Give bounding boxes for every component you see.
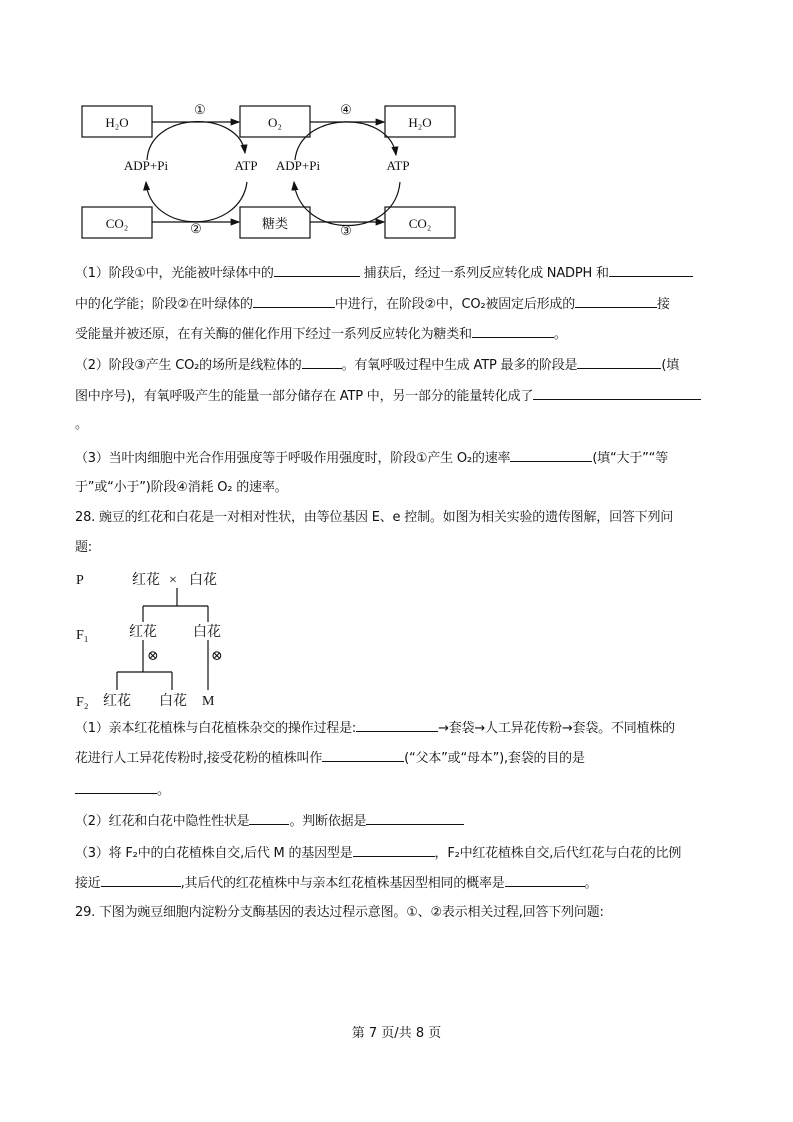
cycle-left-top bbox=[147, 122, 245, 160]
text: 题: bbox=[75, 540, 92, 555]
p-red: 红花 bbox=[132, 573, 160, 588]
f2-red: 红花 bbox=[103, 694, 131, 709]
label-sugar: 糖类 bbox=[261, 217, 289, 232]
text: 。有氧呼吸过程中生成 ATP 最多的阶段是 bbox=[341, 358, 578, 373]
q27-line-1 bbox=[75, 263, 693, 283]
text: →套袋→人工异花传粉→套袋。不同植株的 bbox=[438, 721, 675, 736]
f2-m: M bbox=[202, 694, 215, 709]
answer-blank[interactable] bbox=[575, 294, 657, 308]
text: 花进行人工异花传粉时,接受花粉的植株叫作 bbox=[75, 751, 323, 766]
q28-line-8 bbox=[75, 873, 597, 893]
step-3: ③ bbox=[340, 223, 352, 238]
q28-line-4 bbox=[75, 748, 585, 768]
q29-line-1 bbox=[75, 904, 604, 922]
text: （3）当叶肉细胞中光合作用强度等于呼吸作用强度时，阶段①产生 O₂的速率 bbox=[75, 451, 511, 466]
self-symbol: ⊗ bbox=[147, 649, 159, 664]
answer-blank[interactable] bbox=[274, 263, 360, 277]
text: 中进行，在阶段②中，CO₂被固定后形成的 bbox=[334, 297, 576, 312]
text: 图中序号)，有氧呼吸产生的能量一部分储存在 ATP 中，另一部分的能量转化成了 bbox=[75, 389, 534, 404]
text: 29. 下图为豌豆细胞内淀粉分支酶基因的表达过程示意图。①、②表示相关过程,回答下列问题: bbox=[75, 905, 604, 920]
text: 接近 bbox=[75, 876, 101, 891]
text: (填“大于”“等 bbox=[592, 451, 668, 466]
adp-left: ADP+Pi bbox=[123, 158, 169, 173]
label-o2: O₂ bbox=[268, 115, 282, 130]
q28-line-7 bbox=[75, 843, 681, 863]
f2-white: 白花 bbox=[159, 694, 187, 709]
photosynthesis-respiration-diagram bbox=[0, 0, 793, 260]
q28-line-3 bbox=[75, 718, 675, 738]
p-white: 白花 bbox=[189, 573, 217, 588]
text: （1）亲本红花植株与白花植株杂交的操作过程是: bbox=[75, 721, 357, 736]
answer-blank[interactable] bbox=[472, 324, 554, 338]
text: 捕获后，经过一系列反应转化成 NADPH 和 bbox=[359, 266, 609, 281]
text: 。判断依据是 bbox=[289, 814, 367, 829]
atp-right: ATP bbox=[386, 158, 410, 173]
cycle-left-bottom bbox=[146, 182, 247, 222]
text: 受能量并被还原，在有关酶的催化作用下经过一系列反应转化为糖类和 bbox=[75, 327, 472, 342]
text: 。 bbox=[75, 417, 88, 432]
answer-blank[interactable] bbox=[253, 294, 335, 308]
step-2: ② bbox=[190, 221, 202, 236]
q28-line-1 bbox=[75, 509, 673, 527]
text: （2）阶段③产生 CO₂的场所是线粒体的 bbox=[75, 358, 302, 373]
label-co2-left: CO₂ bbox=[105, 216, 129, 231]
text: ,其后代的红花植株中与亲本红花植株基因型相同的概率是 bbox=[180, 876, 505, 891]
text: 于”或“小于”)阶段④消耗 O₂ 的速率。 bbox=[75, 480, 288, 495]
answer-blank[interactable] bbox=[366, 811, 464, 825]
gen-f1: F₁ bbox=[76, 628, 89, 643]
label-h2o-right: H₂O bbox=[408, 115, 432, 130]
answer-blank[interactable] bbox=[577, 355, 661, 369]
text: (填 bbox=[661, 358, 679, 373]
text: 。 bbox=[157, 783, 170, 798]
self-symbol: ⊗ bbox=[211, 649, 223, 664]
cross-symbol: × bbox=[169, 573, 177, 588]
answer-blank[interactable] bbox=[609, 263, 693, 277]
text: （2）红花和白花中隐性性状是 bbox=[75, 814, 250, 829]
step-1: ① bbox=[194, 102, 206, 117]
answer-blank[interactable] bbox=[356, 718, 438, 732]
text: ，F₂中红花植株自交,后代红花与白花的比例 bbox=[434, 846, 682, 861]
gen-f2: F₂ bbox=[76, 695, 89, 710]
q27-line-5 bbox=[75, 386, 701, 406]
text: 28. 豌豆的红花和白花是一对相对性状，由等位基因 E、e 控制。如图为相关实验的遗传图解，回答下列问 bbox=[75, 510, 674, 525]
f1-red: 红花 bbox=[129, 625, 157, 640]
answer-blank[interactable] bbox=[353, 843, 435, 857]
gen-p: P bbox=[76, 573, 84, 588]
q28-line-2 bbox=[75, 539, 92, 557]
q27-line-6 bbox=[75, 416, 88, 434]
answer-blank[interactable] bbox=[75, 780, 157, 794]
adp-right: ADP+Pi bbox=[275, 158, 321, 173]
pedigree-diagram bbox=[0, 560, 260, 715]
answer-blank[interactable] bbox=[101, 873, 181, 887]
q27-line-3 bbox=[75, 324, 567, 344]
label-h2o-left: H₂O bbox=[105, 115, 129, 130]
q27-line-2 bbox=[75, 294, 670, 314]
label-co2-right: CO₂ bbox=[408, 216, 432, 231]
text: (“父本”或“母本”),套袋的目的是 bbox=[404, 751, 585, 766]
answer-blank[interactable] bbox=[510, 448, 592, 462]
atp-left: ATP bbox=[234, 158, 258, 173]
text: 。 bbox=[553, 327, 567, 342]
answer-blank[interactable] bbox=[249, 811, 289, 825]
text: 中的化学能；阶段②在叶绿体的 bbox=[75, 297, 253, 312]
text: 。 bbox=[584, 876, 598, 891]
answer-blank[interactable] bbox=[302, 355, 342, 369]
text: 接 bbox=[657, 297, 670, 312]
q27-line-8 bbox=[75, 479, 287, 497]
text: （3）将 F₂中的白花植株自交,后代 M 的基因型是 bbox=[75, 846, 353, 861]
text: （1）阶段①中，光能被叶绿体中的 bbox=[75, 266, 274, 281]
q28-line-5 bbox=[75, 780, 170, 800]
f1-white: 白花 bbox=[193, 625, 221, 640]
answer-blank[interactable] bbox=[505, 873, 585, 887]
q28-line-6 bbox=[75, 811, 464, 831]
answer-blank[interactable] bbox=[322, 748, 404, 762]
q27-line-7 bbox=[75, 448, 668, 468]
q27-line-4 bbox=[75, 355, 679, 375]
step-4: ④ bbox=[340, 102, 352, 117]
answer-blank[interactable] bbox=[533, 386, 701, 400]
page-footer: 第 7 页/共 8 页 bbox=[351, 1026, 442, 1041]
